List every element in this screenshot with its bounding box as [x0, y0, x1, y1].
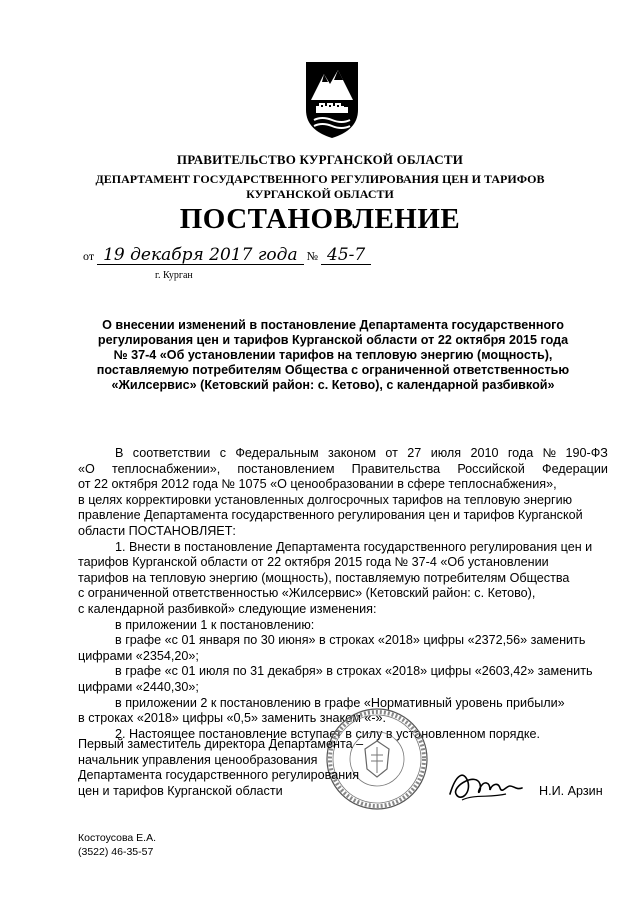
body-word: соответствии [132, 446, 211, 460]
date-prefix: от [83, 249, 95, 263]
body-line: в приложении 1 к постановлению: [115, 617, 315, 632]
body-line: 2. Настоящее постановление вступает в силу в установленном порядке. [115, 726, 540, 741]
body-line: с ограниченной ответственностью «Жилсервис» (Кетовский район: с. Кетово), [78, 586, 536, 601]
handwritten-signature [446, 764, 526, 806]
body-word: В [115, 446, 124, 460]
body-line: тарифов на тепловую энергию (мощность), поставляемую потребителям Общества [78, 570, 570, 585]
document-body [78, 446, 608, 742]
body-word: от [385, 446, 398, 460]
subject-line: № 37-4 «Об установлении тарифов на тепловую энергию (мощность), [113, 348, 553, 362]
city-name: г. Курган [155, 270, 193, 281]
body-line: 1. Внести в постановление Департамента государственного регулирования цен и [115, 539, 593, 554]
body-line: в графе «с 01 января по 30 июня» в строках «2018» цифры «2372,56» заменить [115, 633, 586, 648]
department-name-line2: КУРГАНСКОЙ ОБЛАСТИ [246, 187, 394, 201]
body-line [78, 462, 608, 478]
body-word: июля [430, 446, 462, 460]
body-line: правление Департамента государственного регулирования цен и тарифов Курганской [78, 508, 583, 523]
body-line: в целях корректировки установленных долгосрочных тарифов на тепловую энергию [78, 492, 573, 507]
body-line: от 22 октября 2012 года № 1075 «О ценообразовании в сфере теплоснабжения», [78, 477, 557, 492]
subject-line: регулирования цен и тарифов Курганской области от 22 октября 2015 года [97, 333, 569, 347]
body-word: «О [78, 461, 95, 476]
body-line: в графе «с 01 июля по 31 декабря» в строках «2018» цифры «2603,42» заменить [115, 664, 593, 679]
signer-name: Н.И. Арзин [539, 784, 603, 798]
body-word: Федерации [542, 461, 608, 476]
body-word: Российской [457, 461, 525, 476]
body-word: теплоснабжении», [111, 461, 221, 476]
body-line: с календарной разбивкой» следующие изменения: [78, 601, 377, 616]
body-word: Правительства [351, 461, 441, 476]
executor-phone: (3522) 46-35-57 [78, 846, 154, 858]
signatory-title-line: цен и тарифов Курганской области [78, 783, 283, 798]
body-line: в приложении 2 к постановлению в графе «Нормативный уровень прибыли» [115, 695, 565, 710]
signatory-title-line: Первый заместитель директора Департамента – [78, 737, 364, 751]
executor-info [78, 831, 156, 859]
department-name-line1: ДЕПАРТАМЕНТ ГОСУДАРСТВЕННОГО РЕГУЛИРОВАНИЯ ЦЕН И ТАРИФОВ [95, 172, 545, 186]
body-word: Федеральным [235, 446, 319, 460]
body-word: постановлением [237, 461, 335, 476]
subject-line: поставляемую потребителям Общества с ограниченной ответственностью [96, 363, 570, 377]
body-word: с [219, 446, 226, 460]
body-line [78, 446, 608, 462]
body-line: области ПОСТАНОВЛЯЕТ: [78, 523, 236, 538]
subject-heading [78, 318, 588, 393]
document-type-title: ПОСТАНОВЛЕНИЕ [179, 203, 461, 235]
number-sign: № [306, 249, 319, 263]
body-word: 2010 [470, 446, 499, 460]
body-word: законом [327, 446, 377, 460]
body-word: 27 [407, 446, 422, 460]
body-line: цифрами «2354,20»; [78, 648, 199, 663]
coat-of-arms-emblem [302, 60, 362, 140]
executor-name: Костоусова Е.А. [78, 832, 157, 844]
signatory-title-line: Департамента государственного регулирования [78, 768, 360, 783]
signatory-title-block [78, 737, 363, 799]
signatory-title-line: начальник управления ценообразования [78, 752, 318, 767]
subject-line: О внесении изменений в постановление Департамента государственного [102, 318, 564, 332]
body-word: года [507, 446, 534, 460]
handwritten-number: 45-7 [321, 247, 371, 265]
handwritten-date: 19 декабря 2017 года [97, 247, 303, 265]
government-name: ПРАВИТЕЛЬСТВО КУРГАНСКОЙ ОБЛАСТИ [176, 152, 464, 167]
subject-line: «Жилсервис» (Кетовский район: с. Кетово), с календарной разбивкой» [111, 378, 555, 392]
date-line [83, 247, 371, 265]
body-line: цифрами «2440,30»; [78, 679, 199, 694]
body-word: 190-ФЗ [565, 446, 608, 460]
body-line: тарифов Курганской области от 22 октября 2015 года № 37-4 «Об установлении [78, 555, 549, 570]
body-word: № [542, 446, 557, 460]
body-line: в строках «2018» цифры «0,5» заменить знаком «-». [78, 711, 387, 726]
